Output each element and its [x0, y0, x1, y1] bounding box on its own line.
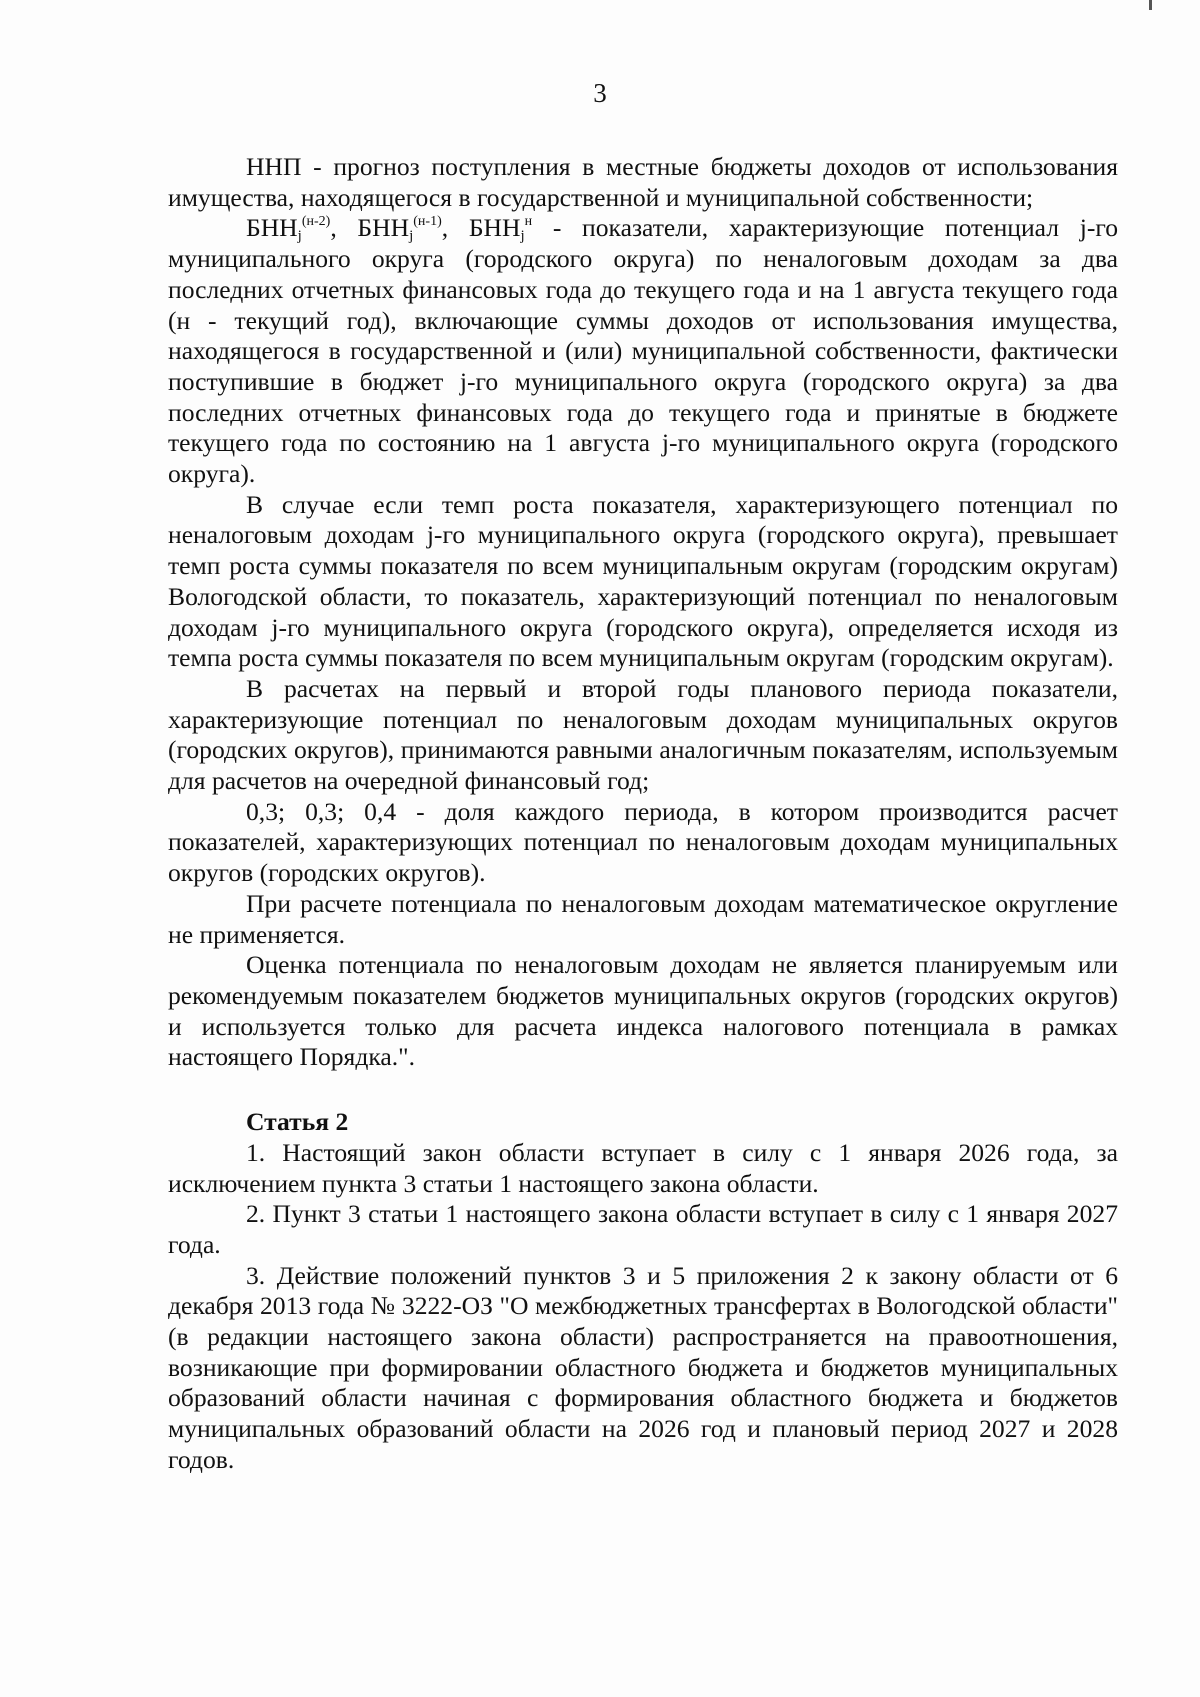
article-2-item-3: 3. Действие положений пунктов 3 и 5 приложения 2 к закону области от 6 декабря 2013 года № 3222-ОЗ "О межбюджетных трансфертах в Вологодской области" (в редакции настоящего закона области) распространяется на правоотношения, возникающие при формировании областного бюджета и бюджетов муниципальных образований области начиная с формирования областного бюджета и бюджетов муниципальных образований области на 2026 год и плановый период 2027 и 2028 годов.: [168, 1260, 1118, 1474]
article-2-item-2: 2. Пункт 3 статьи 1 настоящего закона области вступает в силу с 1 января 2027 года.: [168, 1199, 1118, 1259]
definition-nnp-text: - прогноз поступления в местные бюджеты доходов от использования имущества, находящегося в государственной и муниципальной собственности;: [168, 152, 1118, 212]
paragraph-growth-rate: В случае если темп роста показателя, характеризующего потенциал по неналоговым доходам j-го муниципального округа (городского округа), превышает темп роста суммы показателя по всем муниципальным округам (городским округам) Вологодской области, то показатель, характеризующий потенциал по неналоговым доходам j-го муниципального округа (городского округа), определяется исходя из темпа роста суммы показателя по всем муниципальным округам (городским округам).: [168, 489, 1118, 673]
definition-bnn-text: - показатели, характеризующие потенциал j-го муниципального округа (городского округа) по неналоговым доходам за два последних отчетных финансовых года до текущего года и на 1 августа текущего года (н - текущий год), включающие суммы доходов от использования имущества, находящегося в государственной и (или) муниципальной собственности, фактически поступившие в бюджет j-го муниципального округа (городского округа) за два последних отчетных финансовых года до текущего года и принятые в бюджете текущего года по состоянию на 1 августа j-го муниципального округа (городского округа).: [168, 213, 1118, 489]
definition-nnp: [168, 152, 1118, 213]
page-number: 3: [593, 78, 607, 108]
article-2-item-1: 1. Настоящий закон области вступает в силу с 1 января 2026 года, за исключением пункта 3 статьи 1 настоящего закона области.: [168, 1137, 1118, 1198]
symbol-bnn-n2: $БНН_j^{(н-2)}$: [246, 213, 331, 245]
symbol-bnn-n1: $БНН_j^{(н-1)}$: [357, 213, 442, 245]
paragraph-period-shares: 0,3; 0,3; 0,4 - доля каждого периода, в котором производится расчет показателей, характеризующих потенциал по неналоговым доходам муниципальных округов (городских округов).: [168, 796, 1118, 888]
definition-bnn: $БНН_j^{(н-2)}$, $БНН_j^{(н-1)}$, $БНН_j^н$ - показатели, характеризующие потенциал j-го муниципального округа (городского округа) по неналоговым доходам за два последних отчетных финансовых года до текущего года и на 1 августа текущего года (н - текущий год), включающие суммы доходов от использования имущества, находящегося в государственной и (или) муниципальной собственности, фактически поступившие в бюджет j-го муниципального округа (городского округа) за два последних отчетных финансовых года до текущего года и принятые в бюджете текущего года по состоянию на 1 августа j-го муниципального округа (городского округа).: [168, 213, 1118, 489]
paragraph-planning-period: В расчетах на первый и второй годы планового периода показатели, характеризующие потенциал по неналоговым доходам муниципальных округов (городских округов), принимаются равными аналогичным показателям, используемым для расчетов на очередной финансовый год;: [168, 673, 1118, 796]
document-body: [168, 152, 1118, 1476]
paragraph-assessment: Оценка потенциала по неналоговым доходам не является планируемым или рекомендуемым показателем бюджетов муниципальных округов (городских округов) и используется только для расчета индекса налогового потенциала в рамках настоящего Порядка.".: [168, 950, 1118, 1072]
symbol-bnn-n: $БНН_j^н$: [468, 213, 533, 245]
scan-corner-mark: [1149, 0, 1152, 10]
article-2-heading: Статья 2: [246, 1107, 349, 1137]
paragraph-rounding: При расчете потенциала по неналоговым доходам математическое округление не применяется.: [168, 888, 1118, 949]
term-nnp: ННП: [246, 152, 302, 181]
